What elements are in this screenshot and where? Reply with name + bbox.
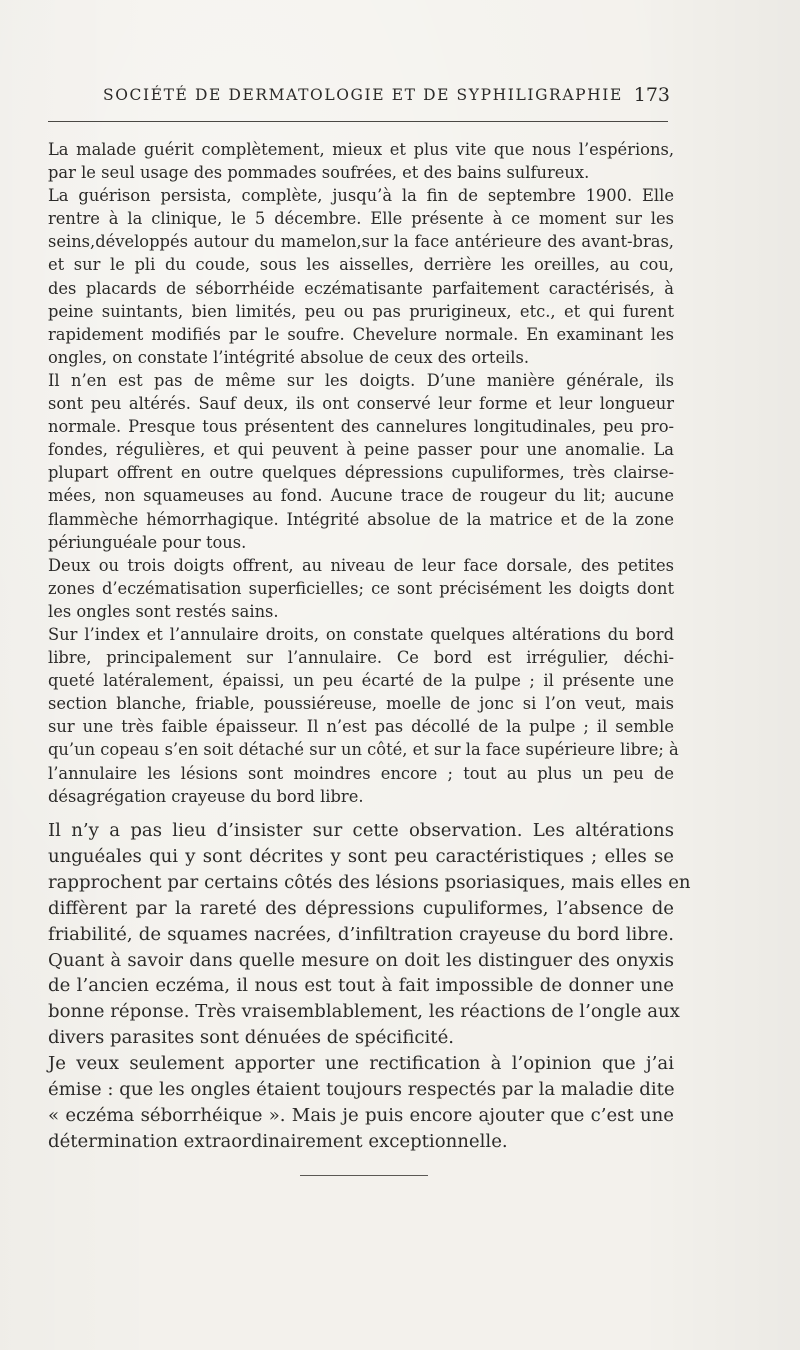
text-line: par le seul usage des pommades soufrées, et des bains sulfureux. — [48, 163, 590, 183]
running-head: SOCIÉTÉ DE DERMATOLOGIE ET DE SYPHILIGRAPHIE — [103, 86, 623, 104]
text-line: rapprochent par certains côtés des lésions psoriasiques, mais elles en — [48, 871, 691, 893]
text-line: rentre à la clinique, le 5 décembre. Elle présente à ce moment sur les — [48, 209, 674, 229]
text-line: fondes, régulières, et qui peuvent à peine passer pour une anomalie. La — [48, 440, 674, 460]
page-number: 173 — [633, 84, 670, 106]
text-line: l’annulaire les lésions sont moindres encore ; tout au plus un peu de — [48, 763, 674, 783]
text-line: détermination extraordinairement exceptionnelle. — [48, 1130, 508, 1152]
text-line: flammèche hémorrhagique. Intégrité absolue de la matrice et de la zone — [48, 509, 674, 529]
text-line: Quant à savoir dans quelle mesure on doit les distinguer des onyxis — [48, 949, 674, 971]
text-line: plupart offrent en outre quelques dépressions cupuliformes, très clairse- — [48, 463, 674, 483]
text-line: qu’un copeau s’en soit détaché sur un côté, et sur la face supérieure libre; à — [48, 740, 679, 760]
text-line: et sur le pli du coude, sous les aisselles, derrière les oreilles, au cou, — [48, 255, 674, 275]
text-line: sont peu altérés. Sauf deux, ils ont conservé leur forme et leur longueur — [48, 394, 674, 414]
text-line: divers parasites sont dénuées de spécificité. — [48, 1027, 455, 1049]
text-line: sur une très faible épaisseur. Il n’est pas décollé de la pulpe ; il semble — [48, 717, 674, 737]
text-line: La guérison persista, complète, jusqu’à la fin de septembre 1900. Elle — [48, 186, 674, 206]
text-line: « eczéma séborrhéique ». Mais je puis encore ajouter que c’est une — [48, 1104, 674, 1126]
text-line: diffèrent par la rareté des dépressions cupuliformes, l’absence de — [48, 897, 674, 919]
text-line: unguéales qui y sont décrites y sont peu caractéristiques ; elles se — [48, 845, 674, 867]
text-line: friabilité, de squames nacrées, d’infiltration crayeuse du bord libre. — [48, 923, 674, 945]
text-line: émise : que les ongles étaient toujours respectés par la maladie dite — [48, 1079, 675, 1101]
text-line: mées, non squameuses au fond. Aucune trace de rougeur du lit; aucune — [48, 486, 674, 506]
text-line: queté latéralement, épaissi, un peu écarté de la pulpe ; il présente une — [48, 671, 674, 691]
text-line: libre, principalement sur l’annulaire. Ce bord est irrégulier, déchi- — [48, 648, 674, 668]
text-line: de l’ancien eczéma, il nous est tout à fait impossible de donner une — [48, 975, 674, 997]
text-line: les ongles sont restés sains. — [48, 601, 279, 621]
text-line: normale. Presque tous présentent des cannelures longitudinales, peu pro- — [48, 417, 674, 437]
text-line: Sur l’index et l’annulaire droits, on constate quelques altérations du bord — [48, 624, 674, 644]
text-line: bonne réponse. Très vraisemblablement, les réactions de l’ongle aux — [48, 1001, 680, 1023]
text-line: section blanche, friable, poussiéreuse, moelle de jonc si l’on veut, mais — [48, 694, 674, 714]
text-line: périunguéale pour tous. — [48, 532, 247, 552]
page-header — [48, 84, 670, 112]
text-line: désagrégation crayeuse du bord libre. — [48, 786, 364, 806]
text-line: Il n’en est pas de même sur les doigts. D’une manière générale, ils — [48, 370, 674, 390]
section-end-rule — [300, 1175, 428, 1176]
text-line: seins,développés autour du mamelon,sur la face antérieure des avant-bras, — [48, 232, 674, 252]
case-report-text — [48, 138, 679, 808]
commentary-text — [48, 818, 691, 1155]
header-rule — [48, 121, 668, 122]
text-line: rapidement modifiés par le soufre. Chevelure normale. En examinant les — [48, 324, 674, 344]
text-line: ongles, on constate l’intégrité absolue de ceux des orteils. — [48, 347, 530, 367]
text-line: peine suintants, bien limités, peu ou pas prurigineux, etc., et qui furent — [48, 301, 674, 321]
text-line: Je veux seulement apporter une rectification à l’opinion que j’ai — [48, 1053, 674, 1075]
text-line: La malade guérit complètement, mieux et plus vite que nous l’espérions, — [48, 140, 674, 159]
text-line: des placards de séborrhéide eczématisante parfaitement caractérisés, à — [48, 278, 674, 298]
text-line: Deux ou trois doigts offrent, au niveau de leur face dorsale, des petites — [48, 555, 674, 575]
text-line: Il n’y a pas lieu d’insister sur cette observation. Les altérations — [48, 820, 674, 841]
text-line: zones d’eczématisation superficielles; ce sont précisément les doigts dont — [48, 578, 674, 598]
